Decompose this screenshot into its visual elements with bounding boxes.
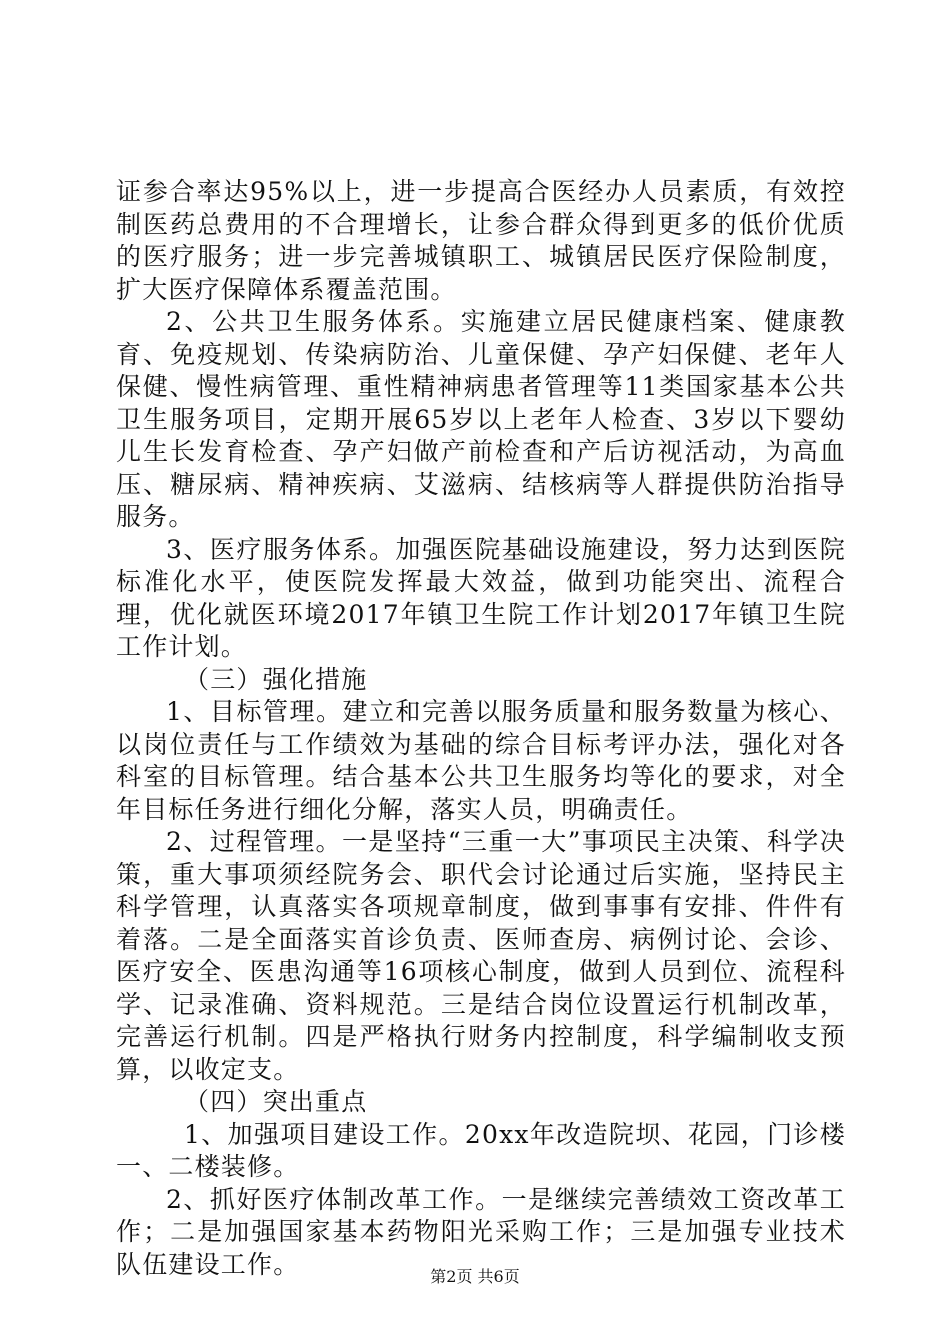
paragraph-medical-reform: 2、抓好医疗体制改革工作。一是继续完善绩效工资改革工作；二是加强国家基本药物阳光采购工作；三是加强专业技术队伍建设工作。 [116,1184,846,1279]
paragraph-process-management: 2、过程管理。一是坚持“三重一大”事项民主决策、科学决策，重大事项须经院务会、职代会讨论通过后实施，坚持民主科学管理，认真落实各项规章制度，做到事事有安排、件件有着落。二是全面落实首诊负责、医师查房、病例讨论、会诊、医疗安全、医患沟通等16项核心制度，做到人员到位、流程科学、记录准确、资料规范。三是结合岗位设置运行机制改革，完善运行机制。四是严格执行财务内控制度，科学编制收支预算，以收定支。 [116,827,846,1084]
section-heading-measures: （三）强化措施 [184,664,368,694]
paragraph-medical-service: 3、医疗服务体系。加强医院基础设施建设，努力达到医院标准化水平，使医院发挥最大效益，做到功能突出、流程合理，优化就医环境2017年镇卫生院工作计划2017年镇卫生院工作计划。 [116,534,846,661]
paragraph-target-management: 1、目标管理。建立和完善以服务质量和服务数量为核心、以岗位责任与工作绩效为基础的综合目标考评办法，强化对各科室的目标管理。结合基本公共卫生服务均等化的要求，对全年目标任务进行细化分解，落实人员，明确责任。 [116,697,846,824]
section-heading-priorities: （四）突出重点 [184,1087,368,1116]
document-body [116,176,846,1281]
paragraph-project-construction: 1、加强项目建设工作。20xx年改造院坝、花园，门诊楼一、二楼装修。 [116,1119,846,1181]
paragraph-public-health: 2、公共卫生服务体系。实施建立居民健康档案、健康教育、免疫规划、传染病防治、儿童保健、孕产妇保健、老年人保健、慢性病管理、重性精神病患者管理等11类国家基本公共卫生服务项目，定期开展65岁以上老年人检查、3岁以下婴幼儿生长发育检查、孕产妇做产前检查和产后访视活动，为高血压、糖尿病、精神疾病、艾滋病、结核病等人群提供防治指导服务。 [116,307,846,531]
paragraph-insurance-continued: 证参合率达95%以上，进一步提高合医经办人员素质，有效控制医药总费用的不合理增长，让参合群众得到更多的低价优质的医疗服务；进一步完善城镇职工、城镇居民医疗保险制度，扩大医疗保障体系覆盖范围。 [116,177,846,304]
page-number-footer: 第2页 共6页 [430,1267,520,1286]
